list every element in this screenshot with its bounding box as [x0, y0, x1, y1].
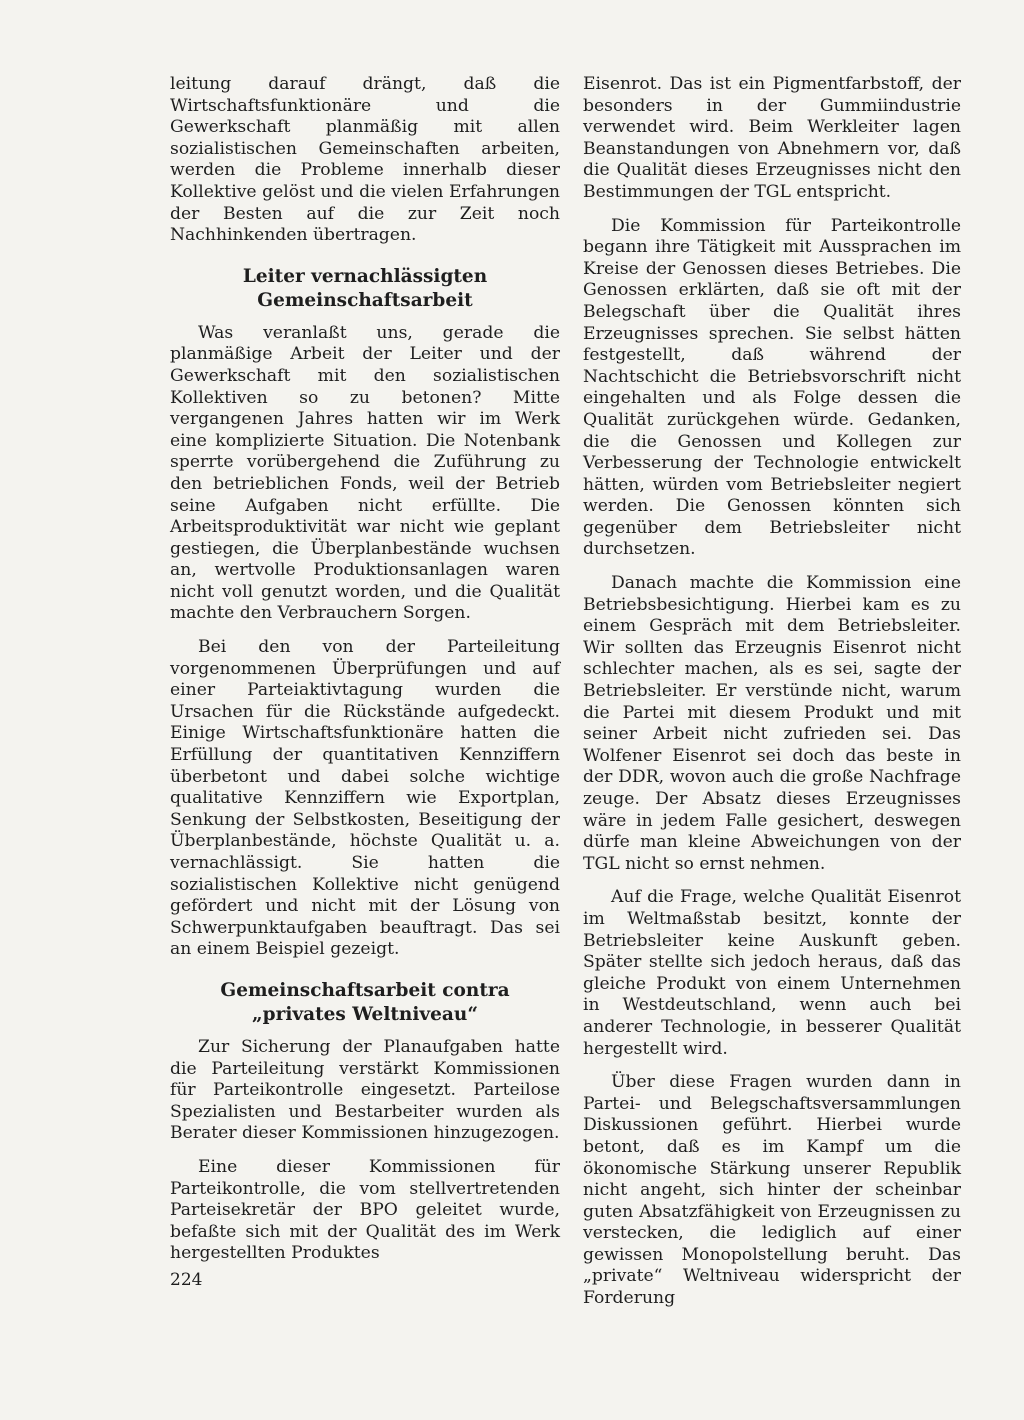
section-heading [170, 265, 560, 313]
section-heading [170, 979, 560, 1027]
paragraph: leitung darauf drängt, daß die Wirtschaftsfunktionäre und die Gewerkschaft planmäßig mit allen sozialistischen Gemeinschaften arbeiten, werden die Probleme innerhalb dieser Kollektive gelöst und die vielen Erfahrungen der Besten auf die zur Zeit noch Nachhinkenden übertragen. [170, 74, 560, 246]
heading-line: „privates Weltniveau“ [252, 1003, 478, 1025]
paragraph: Was veranlaßt uns, gerade die planmäßige Arbeit der Leiter und der Gewerkschaft mit den sozialistischen Kollektiven so zu betonen? Mitte vergangenen Jahres hatten wir im Werk eine komplizierte Situation. Die Notenbank sperrte vorübergehend die Zuführung zu den betrieblichen Fonds, weil der Betrieb seine Aufgaben nicht erfüllte. Die Arbeitsproduktivität war nicht wie geplant gestiegen, die Überplanbestände wuchsen an, wertvolle Produktionsanlagen waren nicht voll genutzt worden, und die Qualität machte den Verbrauchern Sorgen. [170, 322, 560, 624]
paragraph: Die Kommission für Parteikontrolle begann ihre Tätigkeit mit Aussprachen im Kreise der Genossen dieses Betriebes. Die Genossen erklärten, daß sie oft mit der Belegschaft über die Qualität ihres Erzeugnisses sprechen. Sie selbst hätten festgestellt, daß während der Nachtschicht die Betriebsvorschrift nicht eingehalten und als Folge dessen die Qualität zurückgehen würde. Gedanken, die die Genossen und Kollegen zur Verbesserung der Technologie entwickelt hätten, würden vom Betriebsleiter negiert werden. Die Genossen könnten sich gegenüber dem Betriebsleiter nicht durchsetzen. [583, 215, 961, 560]
heading-line: Gemeinschaftsarbeit contra [220, 979, 510, 1001]
paragraph: Eisenrot. Das ist ein Pigmentfarbstoff, der besonders in der Gummiindustrie verwendet wird. Beim Werkleiter lagen Beanstandungen von Abnehmern vor, daß die Qualität dieses Erzeugnisses nicht den Bestimmungen der TGL entspricht. [583, 74, 961, 202]
paragraph: Bei den von der Parteileitung vorgenommenen Überprüfungen und auf einer Parteiaktivtagung wurden die Ursachen für die Rückstände aufgedeckt. Einige Wirtschaftsfunktionäre hatten die Erfüllung der quantitativen Kennziffern überbetont und dabei solche wichtige qualitative Kennziffern wie Exportplan, Senkung der Selbstkosten, Beseitigung der Überplanbestände, höchste Qualität u. a. vernachlässigt. Sie hatten die sozialistischen Kollektive nicht genügend gefördert und nicht mit der Lösung von Schwerpunktaufgaben beauftragt. Das sei an einem Beispiel gezeigt. [170, 637, 560, 960]
page-number: 224 [170, 1270, 203, 1290]
paragraph: Auf die Frage, welche Qualität Eisenrot im Weltmaßstab besitzt, konnte der Betriebsleiter keine Auskunft geben. Später stellte sich jedoch heraus, daß das gleiche Produkt von einem Unternehmen in Westdeutschland, wenn auch bei anderer Technologie, in besserer Qualität hergestellt wird. [583, 887, 961, 1059]
paragraph: Eine dieser Kommissionen für Parteikontrolle, die vom stellvertretenden Parteisekretär der BPO geleitet wurde, befaßte sich mit der Qualität des im Werk hergestellten Produktes [170, 1156, 560, 1264]
heading-line: Gemeinschaftsarbeit [257, 289, 473, 311]
heading-line: Leiter vernachlässigten [242, 265, 488, 287]
paragraph: Zur Sicherung der Planaufgaben hatte die Parteileitung verstärkt Kommissionen für Parteikontrolle eingesetzt. Parteilose Spezialisten und Bestarbeiter wurden als Berater dieser Kommissionen hinzugezogen. [170, 1036, 560, 1144]
paragraph: Danach machte die Kommission eine Betriebsbesichtigung. Hierbei kam es zu einem Gespräch mit dem Betriebsleiter. Wir sollten das Erzeugnis Eisenrot nicht schlechter machen, als es sei, sagte der Betriebsleiter. Er verstünde nicht, warum die Partei mit diesem Produkt und mit seiner Arbeit nicht zufrieden sei. Das Wolfener Eisenrot sei doch das beste in der DDR, wovon auch die große Nachfrage zeuge. Der Absatz dieses Erzeugnisses wäre in jedem Falle gesichert, deswegen dürfe man kleine Abweichungen von der TGL nicht so ernst nehmen. [583, 573, 961, 874]
left-column [170, 74, 560, 1277]
paragraph: Über diese Fragen wurden dann in Partei- und Belegschaftsversammlungen Diskussionen geführt. Hierbei wurde betont, daß es im Kampf um die ökonomische Stärkung unserer Republik nicht angeht, sich hinter der scheinbar guten Absatzfähigkeit von Erzeugnissen zu verstecken, die lediglich auf einer gewissen Monopolstellung beruht. Das „private“ Weltniveau widerspricht der Forderung [583, 1072, 961, 1309]
right-column [583, 74, 961, 1322]
